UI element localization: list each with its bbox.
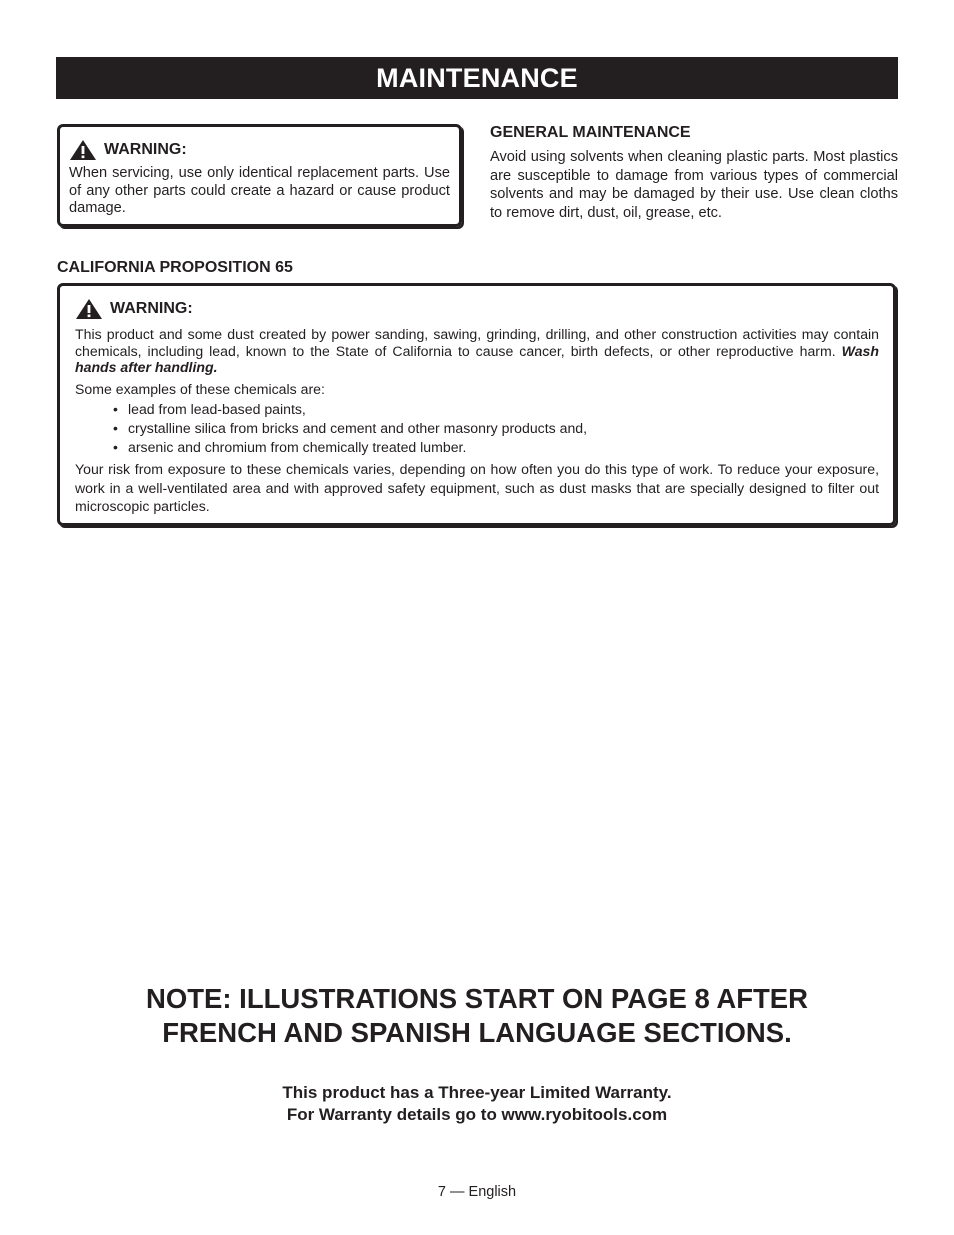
wash-hands-emphasis: Wash hands after handling. <box>75 342 879 376</box>
warning-triangle-icon <box>75 298 103 320</box>
prop65-paragraph-1 <box>75 326 879 376</box>
list-item: • arsenic and chromium from chemically treated lumber. <box>113 438 879 457</box>
warranty-line-2: For Warranty details go to www.ryobitools.com <box>286 1105 668 1124</box>
note-line-2: FRENCH AND SPANISH LANGUAGE SECTIONS. <box>162 1017 792 1048</box>
prop65-paragraph-1-text: This product and some dust created by power sanding, sawing, grinding, drilling, and other construction activities may contain chemicals, including lead, known to the State of California to cause cancer, birth defects, or other reproductive harm. <box>75 326 879 359</box>
warning-box-prop65 <box>57 283 896 526</box>
list-item: • crystalline silica from bricks and cement and other masonry products and, <box>113 419 879 438</box>
california-prop65-heading: CALIFORNIA PROPOSITION 65 <box>57 259 293 276</box>
general-maintenance-text: Avoid using solvents when cleaning plastic parts. Most plastics are susceptible to damage from various types of commercial solvents and may be damaged by their use. Use clean cloths to remove dirt, dust, oil, grease, etc. <box>490 149 898 221</box>
list-item: • lead from lead-based paints, <box>113 400 879 419</box>
note-line-1: NOTE: ILLUSTRATIONS START ON PAGE 8 AFTER <box>145 983 809 1014</box>
warning-text: When servicing, use only identical replacement parts. Use of any other parts could create a hazard or cause product damage. <box>69 165 450 216</box>
warning-title: WARNING: <box>110 300 193 317</box>
warning-title: WARNING: <box>104 141 187 158</box>
examples-intro: Some examples of these chemicals are: <box>75 380 325 397</box>
warning-triangle-icon <box>69 139 97 161</box>
illustrations-note <box>0 982 954 1050</box>
warning-title-row <box>75 298 879 320</box>
prop65-paragraph-2: Your risk from exposure to these chemicals varies, depending on how often you do this type of work. To reduce your exposure, work in a well-ventilated area and with approved safety equipment, such as dust masks that are specially designed to filter out microscopic particles. <box>75 461 879 515</box>
warranty-line-1: This product has a Three-year Limited Warranty. <box>282 1083 672 1102</box>
warning-title-row <box>69 139 450 161</box>
warning-box-replacement-parts <box>57 124 462 227</box>
page-title: MAINTENANCE <box>376 62 578 93</box>
general-maintenance-heading: GENERAL MAINTENANCE <box>490 124 691 141</box>
warranty-notice <box>0 1082 954 1126</box>
page-title-bar <box>56 57 898 99</box>
examples-list <box>75 400 879 457</box>
page-number-footer: 7 — English <box>437 1184 517 1200</box>
